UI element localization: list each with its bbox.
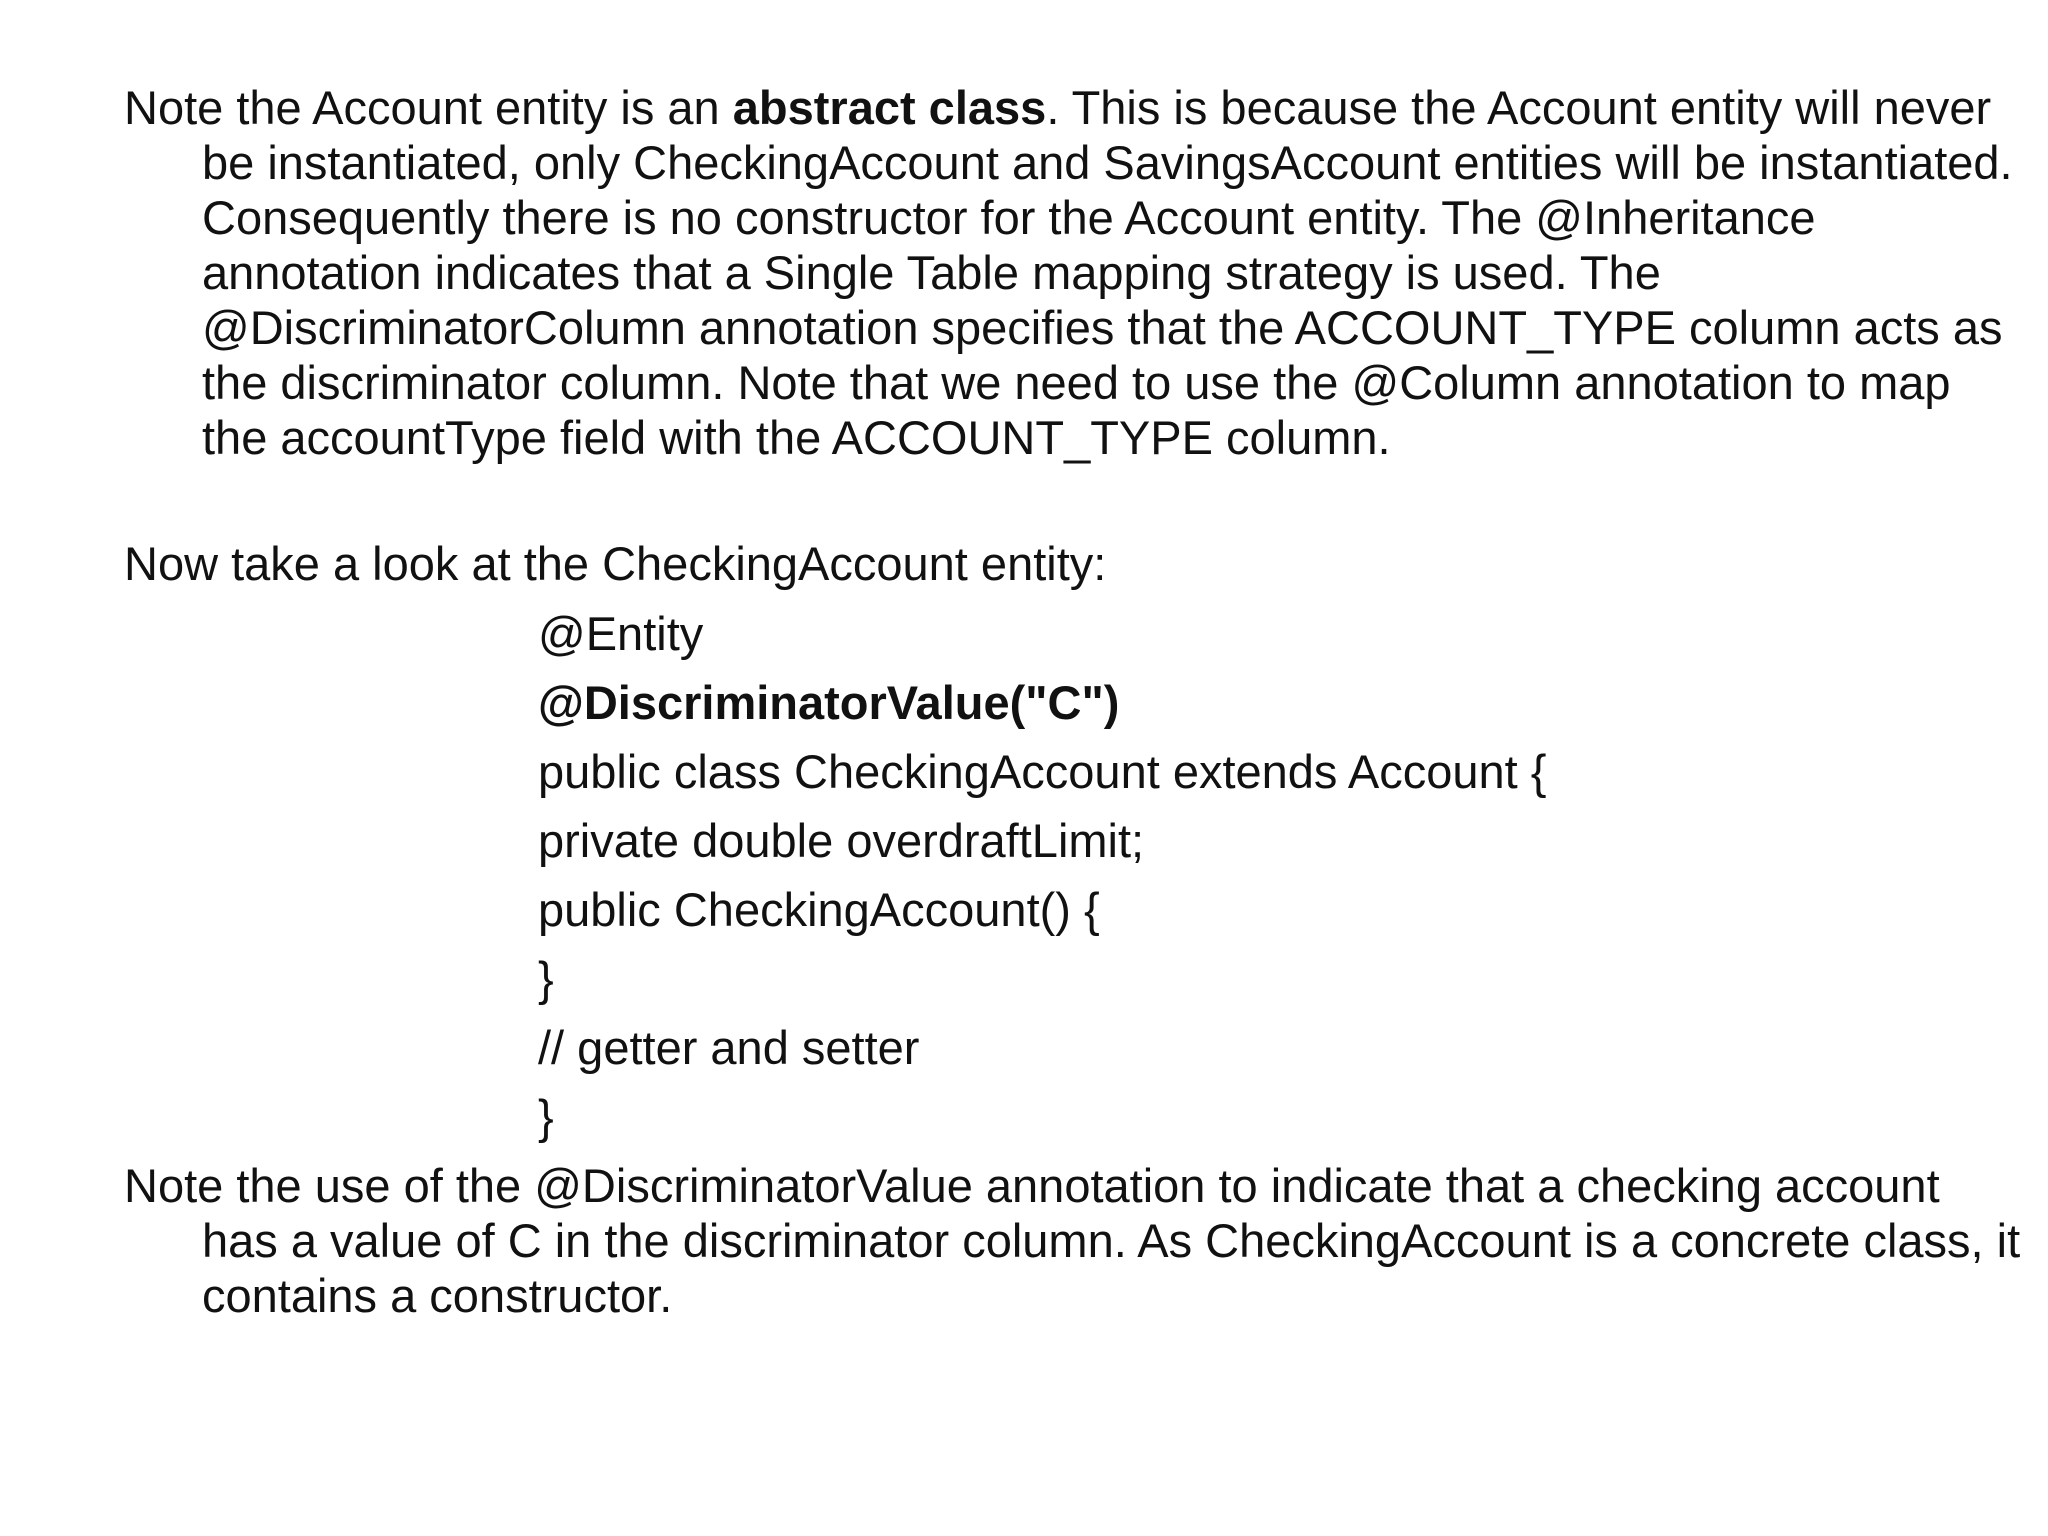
code-line: public class CheckingAccount extends Account { [538,745,1547,798]
code-listing [538,606,1838,1158]
code-line: public CheckingAccount() { [538,883,1100,936]
code-line: private double overdraftLimit; [538,814,1145,867]
paragraph-discriminator-value: Note the use of the @DiscriminatorValue annotation to indicate that a checking account has a value of C in the discriminator column. As CheckingAccount is a concrete class, it contains a constructor. [124,1159,2021,1322]
code-line: @Entity [538,607,704,660]
code-line: @DiscriminatorValue("C") [538,676,1120,729]
paragraph-1-bold-term: abstract class [732,81,1047,134]
code-line: } [538,952,554,1005]
code-line: } [538,1090,554,1143]
paragraph-account-entity [124,80,2022,465]
paragraph-1-text-before: Note the Account entity is an [124,81,733,134]
code-line: // getter and setter [538,1021,920,1074]
paragraph-1-text-after: . This is because the Account entity will never be instantiated, only CheckingAccount and SavingsAccount entities will be instantiated. Consequently there is no constructor for the Account entity. The @Inheritance annotation indicates that a Single Table mapping strategy is used. The @DiscriminatorColumn annotation specifies that the ACCOUNT_TYPE column acts as the discriminator column. Note that we need to use the @Column annotation to map the accountType field with the ACCOUNT_TYPE column. [202,81,2013,464]
paragraph-checking-intro: Now take a look at the CheckingAccount entity: [124,537,1107,590]
